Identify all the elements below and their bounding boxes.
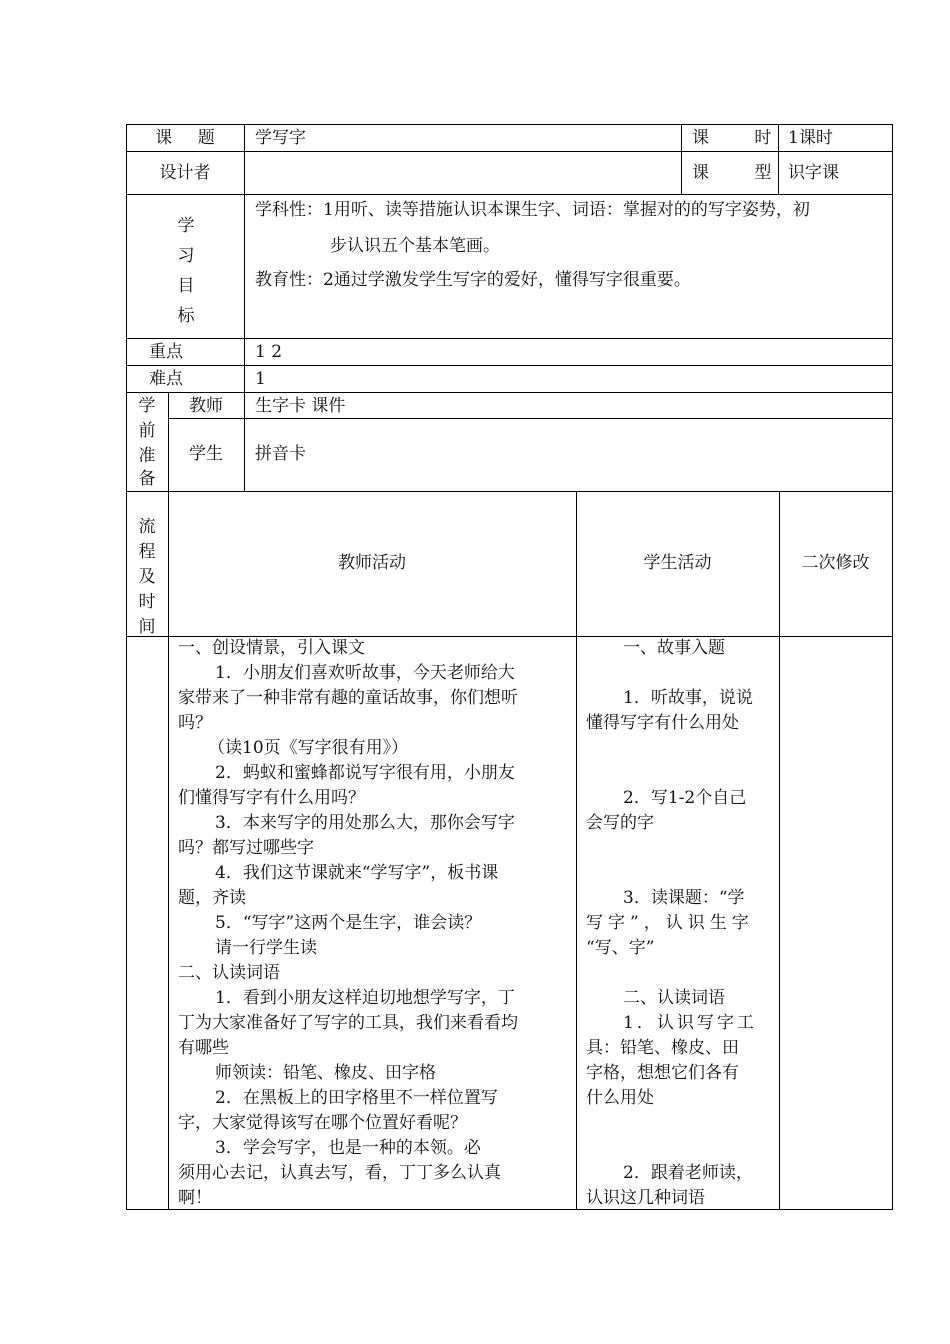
flow-label-2: 程 xyxy=(138,542,156,562)
student-line: 2．跟着老师读， xyxy=(623,1163,753,1183)
row-divider xyxy=(126,194,893,195)
row-divider xyxy=(126,392,893,393)
period-value: 1课时 xyxy=(788,128,833,148)
teacher-line: 2．蚂蚁和蜜蜂都说写字很有用，小朋友 xyxy=(215,763,515,783)
flow-label-3: 及 xyxy=(138,567,156,587)
row-divider xyxy=(126,365,893,366)
prep-teacher-value: 生字卡 课件 xyxy=(255,396,346,416)
prep-label-3: 准 xyxy=(138,446,156,466)
student-line: 具：铅笔、橡皮、田 xyxy=(586,1038,739,1058)
prep-student-value: 拼音卡 xyxy=(255,444,306,464)
student-line: 一、故事入题 xyxy=(623,638,725,658)
teacher-line: 1．小朋友们喜欢听故事，今天老师给大 xyxy=(215,663,515,683)
type-value: 识字课 xyxy=(788,163,839,183)
course-label: 课 题 xyxy=(155,128,215,148)
teacher-line: 一、创设情景，引入课文 xyxy=(178,638,365,658)
student-line: “写、字” xyxy=(586,938,655,958)
col-divider xyxy=(681,124,682,194)
student-line: 1．听故事，说说 xyxy=(623,688,753,708)
objectives-line-2: 步认识五个基本笔画。 xyxy=(330,236,500,256)
objectives-label-2: 习 xyxy=(177,246,195,266)
teacher-line: 须用心去记，认真去写，看，丁丁多么认真 xyxy=(178,1163,501,1183)
course-value: 学写字 xyxy=(255,128,306,148)
key-point-value: 1 2 xyxy=(255,342,283,362)
period-label: 课 时 xyxy=(692,128,772,148)
teacher-line: 3．本来写字的用处那么大，那你会写字 xyxy=(215,813,515,833)
prep-label-2: 前 xyxy=(138,421,156,441)
prep-label-4: 备 xyxy=(138,469,156,489)
student-line: 什么用处 xyxy=(586,1088,654,1108)
type-label: 课 型 xyxy=(692,163,772,183)
student-line: 二、认读词语 xyxy=(623,988,725,1008)
teacher-line: 丁为大家准备好了写字的工具，我们来看看均 xyxy=(178,1013,518,1033)
teacher-line: 3．学会写字，也是一种的本领。必 xyxy=(215,1138,481,1158)
col-divider xyxy=(168,392,169,1209)
col-divider xyxy=(244,124,245,392)
objectives-label-1: 学 xyxy=(177,216,195,236)
objectives-line-1: 学科性：1用听、读等措施认识本课生字、词语：掌握对的的写字姿势，初 xyxy=(255,200,810,220)
student-activity-header: 学生活动 xyxy=(643,553,712,573)
teacher-line: 5．“写字”这两个是生字，谁会读？ xyxy=(215,913,482,933)
student-line: 2．写1-2个自己 xyxy=(623,788,747,808)
student-line: 1．认识写字工 xyxy=(623,1013,757,1033)
objectives-label-3: 目 xyxy=(177,276,195,296)
teacher-line: 吗？都写过哪些字 xyxy=(178,838,314,858)
col-divider xyxy=(576,491,577,1209)
prep-teacher-label: 教师 xyxy=(189,396,223,416)
teacher-line: 家带来了一种非常有趣的童话故事，你们想听 xyxy=(178,688,518,708)
student-line: 写字”，认识生字 xyxy=(586,913,754,933)
teacher-line: 请一行学生读 xyxy=(215,938,317,958)
teacher-line: 师领读：铅笔、橡皮、田字格 xyxy=(215,1063,436,1083)
teacher-line: 题，齐读 xyxy=(178,888,246,908)
prep-label-1: 学 xyxy=(138,396,156,416)
row-divider xyxy=(126,491,893,492)
col-divider xyxy=(778,124,779,194)
teacher-line: 4．我们这节课就来“学写字”，板书课 xyxy=(215,863,499,883)
teacher-line: （读10页《写字很有用》） xyxy=(208,738,409,758)
teacher-line: 字，大家觉得该写在哪个位置好看呢？ xyxy=(178,1113,467,1133)
table-border-bottom xyxy=(126,1209,893,1210)
col-divider xyxy=(244,392,245,491)
teacher-line: 有哪些 xyxy=(178,1038,229,1058)
designer-label: 设计者 xyxy=(159,163,211,183)
key-point-label: 重点 xyxy=(149,342,183,362)
teacher-line: 2．在黑板上的田字格里不一样位置写 xyxy=(215,1088,498,1108)
difficulty-value: 1 xyxy=(255,369,266,389)
col-divider xyxy=(779,491,780,1209)
difficulty-label: 难点 xyxy=(149,369,183,389)
teacher-line: 二、认读词语 xyxy=(178,963,280,983)
teacher-activity-header: 教师活动 xyxy=(338,553,406,573)
objectives-line-3: 教育性：2通过学激发学生写字的爱好，懂得写字很重要。 xyxy=(255,270,691,290)
prep-student-label: 学生 xyxy=(189,444,223,464)
student-line: 3．读课题：“学 xyxy=(623,888,745,908)
student-line: 会写的字 xyxy=(586,813,654,833)
objectives-label-4: 标 xyxy=(177,306,195,326)
revision-header: 二次修改 xyxy=(801,553,870,573)
teacher-line: 啊！ xyxy=(178,1188,212,1208)
flow-label-1: 流 xyxy=(138,517,156,537)
row-divider xyxy=(126,338,893,339)
flow-label-5: 间 xyxy=(138,617,156,637)
teacher-line: 吗？ xyxy=(178,713,212,733)
student-line: 懂得写字有什么用处 xyxy=(586,713,739,733)
flow-label-4: 时 xyxy=(138,592,156,612)
teacher-line: 们懂得写字有什么用吗？ xyxy=(178,788,365,808)
student-line: 认识这几种词语 xyxy=(586,1188,705,1208)
student-line: 字格，想想它们各有 xyxy=(586,1063,739,1083)
table-border-left xyxy=(126,124,127,1210)
teacher-line: 1．看到小朋友这样迫切地想学写字，丁 xyxy=(215,988,515,1008)
table-border-right xyxy=(892,124,893,1210)
